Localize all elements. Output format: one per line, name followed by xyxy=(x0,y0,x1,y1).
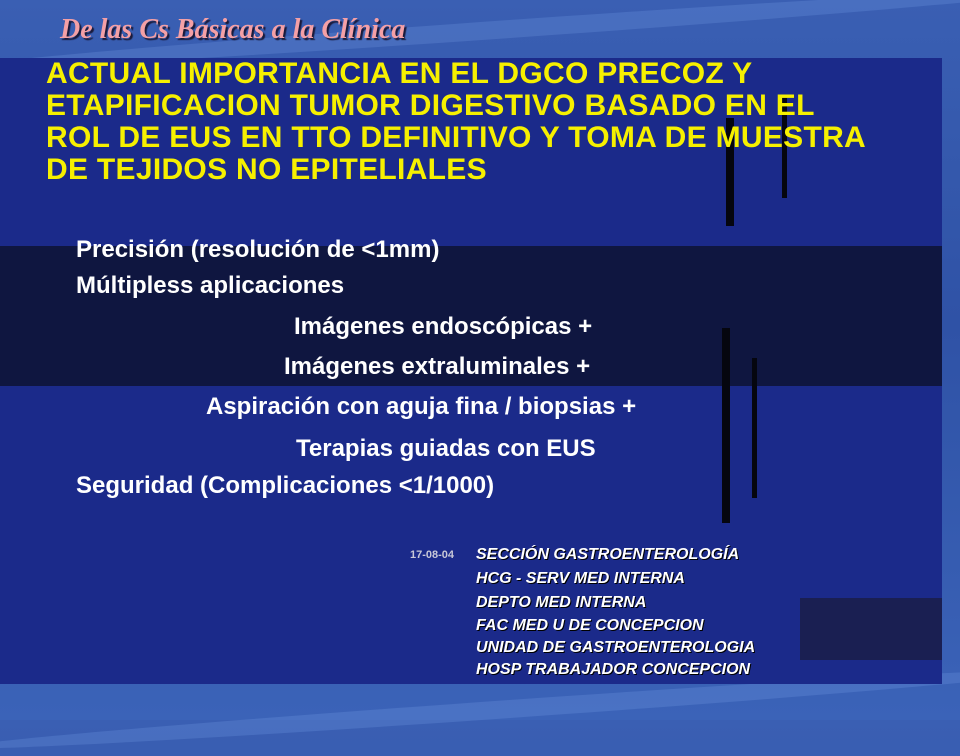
list-item: Precisión (resolución de <1mm) xyxy=(76,236,440,263)
footer-line: DEPTO MED INTERNA xyxy=(476,594,647,611)
list-item: Múltipless aplicaciones xyxy=(76,272,345,299)
heading-line: ETAPIFICACION TUMOR DIGESTIVO BASADO EN EL xyxy=(46,89,815,122)
dark-band-right xyxy=(800,598,942,660)
slide-heading xyxy=(46,58,906,186)
presentation-title: De las Cs Básicas a la Clínica xyxy=(60,14,406,45)
footer-line: UNIDAD DE GASTROENTEROLOGIA xyxy=(476,639,756,656)
footer-line: FAC MED U DE CONCEPCION xyxy=(476,617,704,634)
divider-bar xyxy=(722,448,730,523)
slide-date: 17-08-04 xyxy=(410,549,455,561)
slide-image xyxy=(0,58,942,684)
divider-bar xyxy=(752,358,757,498)
heading-line: DE TEJIDOS NO EPITELIALES xyxy=(46,153,487,186)
list-item: Seguridad (Complicaciones <1/1000) xyxy=(76,472,495,499)
divider-bar xyxy=(722,328,730,448)
list-item: Imágenes extraluminales + xyxy=(284,353,591,380)
footer-line: HCG - SERV MED INTERNA xyxy=(476,570,685,587)
list-item: Imágenes endoscópicas + xyxy=(294,313,593,340)
footer-line: HOSP TRABAJADOR CONCEPCION xyxy=(476,661,751,678)
list-item: Terapias guiadas con EUS xyxy=(296,435,596,462)
list-item: Aspiración con aguja fina / biopsias + xyxy=(206,393,637,420)
heading-line: ROL DE EUS EN TTO DEFINITIVO Y TOMA DE MUESTRA xyxy=(46,121,867,154)
heading-line: ACTUAL IMPORTANCIA EN EL DGCO PRECOZ Y xyxy=(46,57,753,90)
footer-line: SECCIÓN GASTROENTEROLOGÍA xyxy=(476,546,740,563)
